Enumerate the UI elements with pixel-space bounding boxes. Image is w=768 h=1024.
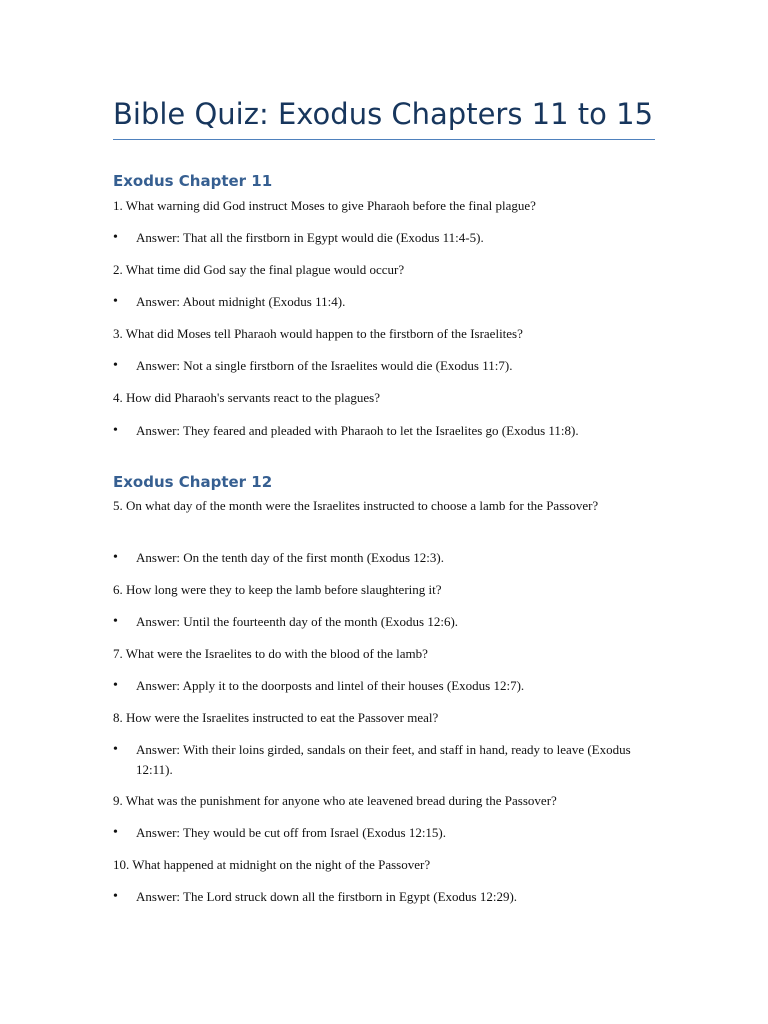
question: 1. What warning did God instruct Moses to give Pharaoh before the final plague? [113, 198, 536, 213]
bullet-icon: • [113, 825, 118, 840]
title-underline [113, 139, 655, 140]
question: 6. How long were they to keep the lamb before slaughtering it? [113, 582, 442, 597]
bullet-icon: • [113, 550, 118, 565]
bullet-icon: • [113, 294, 118, 309]
bullet-icon: • [113, 614, 118, 629]
answer-text: Answer: They would be cut off from Israel (Exodus 12:15). [136, 825, 447, 840]
answer-item [113, 421, 643, 441]
page-title: Bible Quiz: Exodus Chapters 11 to 15 [113, 97, 654, 131]
answer-item [113, 356, 643, 376]
answer-text: Answer: Until the fourteenth day of the month (Exodus 12:6). [136, 614, 459, 629]
answer-item [113, 676, 643, 696]
question: 3. What did Moses tell Pharaoh would happen to the firstborn of the Israelites? [113, 326, 523, 341]
question: 7. What were the Israelites to do with the blood of the lamb? [113, 646, 428, 661]
answer-item [113, 740, 643, 779]
question: 5. On what day of the month were the Israelites instructed to choose a lamb for the Passover? [113, 498, 599, 513]
question: 2. What time did God say the final plague would occur? [113, 262, 405, 277]
answer-item [113, 292, 643, 312]
bullet-icon: • [113, 423, 118, 438]
answer-item [113, 228, 643, 248]
answer-text: Answer: On the tenth day of the first month (Exodus 12:3). [136, 550, 444, 565]
answer-item [113, 823, 643, 843]
chapter-heading: Exodus Chapter 12 [113, 473, 273, 491]
answer-item [113, 887, 643, 907]
answer-text: Answer: Apply it to the doorposts and lintel of their houses (Exodus 12:7). [136, 678, 525, 693]
answer-text: Answer: Not a single firstborn of the Israelites would die (Exodus 11:7). [136, 358, 513, 373]
answer-item [113, 612, 643, 632]
bullet-icon: • [113, 678, 118, 693]
question: 4. How did Pharaoh's servants react to the plagues? [113, 390, 380, 405]
question: 9. What was the punishment for anyone who ate leavened bread during the Passover? [113, 793, 557, 808]
answer-text: Answer: They feared and pleaded with Pharaoh to let the Israelites go (Exodus 11:8). [136, 423, 579, 438]
answer-text: Answer: That all the firstborn in Egypt would die (Exodus 11:4-5). [136, 230, 484, 245]
question: 10. What happened at midnight on the night of the Passover? [113, 857, 431, 872]
bullet-icon: • [113, 230, 118, 245]
chapter-heading: Exodus Chapter 11 [113, 172, 273, 190]
bullet-icon: • [113, 742, 118, 757]
bullet-icon: • [113, 889, 118, 904]
answer-text: Answer: With their loins girded, sandals on their feet, and staff in hand, ready to leave (Exodus 12:11). [136, 742, 631, 777]
answer-text: Answer: The Lord struck down all the firstborn in Egypt (Exodus 12:29). [136, 889, 518, 904]
answer-text: Answer: About midnight (Exodus 11:4). [136, 294, 346, 309]
answer-item [113, 548, 643, 568]
bullet-icon: • [113, 358, 118, 373]
question: 8. How were the Israelites instructed to eat the Passover meal? [113, 710, 439, 725]
